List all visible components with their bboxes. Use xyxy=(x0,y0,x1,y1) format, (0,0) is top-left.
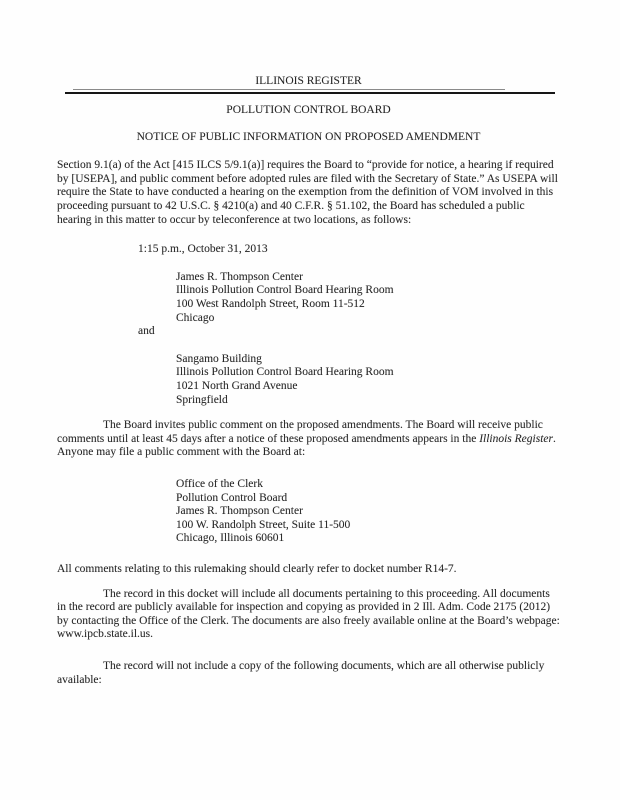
address-line: Pollution Control Board xyxy=(176,491,288,504)
address-line: Chicago xyxy=(176,311,215,324)
illinois-register-italic: Illinois Register xyxy=(479,432,553,445)
register-title: ILLINOIS REGISTER xyxy=(255,75,362,87)
address-line: 100 West Randolph Street, Room 11-512 xyxy=(176,298,365,311)
hearing-location-chicago xyxy=(176,271,560,325)
paragraph-statute: Section 9.1(a) of the Act [415 ILCS 5/9.1(a)] requires the Board to “provide for notice, a hearing if required by [USEPA], and public comment before adopted rules are filed with the Secretary of State.” As USEPA will require the State to have conducted a hearing on the exemption from the definition of VOM involved in this proceeding pursuant to 42 U.S.C. § 4210(a) and 40 C.F.R. § 51.102, the Board has scheduled a public hearing in this matter to occur by teleconference at two locations, as follows: xyxy=(57,159,558,226)
header-rule-thin xyxy=(73,89,505,90)
paragraph-record-exclusions: The record will not include a copy of the following documents, which are all otherwise publicly available: xyxy=(57,659,545,686)
address-line: 100 W. Randolph Street, Suite 11-500 xyxy=(176,518,351,531)
address-line: James R. Thompson Center xyxy=(176,505,303,518)
hearing-datetime: 1:15 p.m., October 31, 2013 xyxy=(138,243,268,256)
notice-title: NOTICE OF PUBLIC INFORMATION ON PROPOSED AMENDMENT xyxy=(136,130,481,143)
address-line: Office of the Clerk xyxy=(176,477,263,490)
hearing-location-springfield xyxy=(176,353,560,407)
address-line: Illinois Pollution Control Board Hearing Room xyxy=(176,284,394,297)
address-line: James R. Thompson Center xyxy=(176,270,303,283)
address-line: Chicago, Illinois 60601 xyxy=(176,532,285,545)
conjunction-and: and xyxy=(138,325,155,338)
address-line: 1021 North Grand Avenue xyxy=(176,380,298,392)
paragraph-docket-number: All comments relating to this rulemaking should clearly refer to docket number R14-7. xyxy=(57,562,457,575)
public-comment-text-end: . Anyone may file a public comment with the Board at: xyxy=(57,432,556,459)
public-comment-text: The Board invites public comment on the proposed amendments. The Board will receive public comments until at least 45 days after a notice of these proposed amendments appears in the xyxy=(57,419,543,445)
header-rule-thick xyxy=(65,92,555,95)
address-line: Springfield xyxy=(176,393,228,406)
address-line: Sangamo Building xyxy=(176,352,262,365)
board-title: POLLUTION CONTROL BOARD xyxy=(226,104,391,117)
address-line: Illinois Pollution Control Board Hearing Room xyxy=(176,366,394,379)
paragraph-record-availability: The record in this docket will include all documents pertaining to this proceeding. All documents in the record are publicly available for inspection and copying as provided in 2 Ill. Adm. Code 2175 (2012) by contacting the Office of the Clerk. The documents are also freely available online at the Board’s webpage: www.ipcb.state.il.us. xyxy=(57,587,560,641)
paragraph-public-comment xyxy=(57,419,560,460)
clerk-address xyxy=(176,478,560,546)
document-header xyxy=(57,75,560,144)
